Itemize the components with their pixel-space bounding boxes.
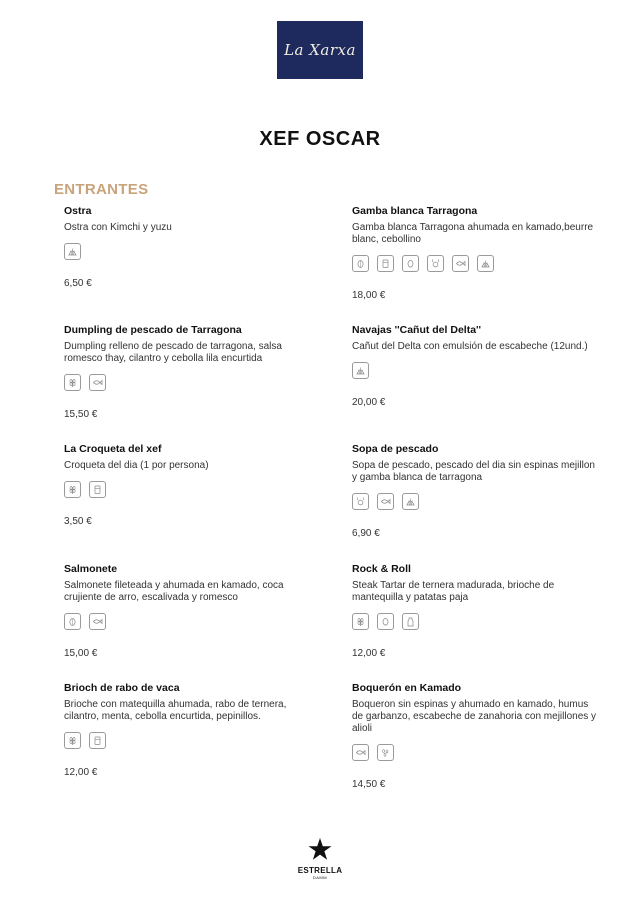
fish-icon — [89, 613, 106, 630]
fish-icon — [352, 744, 369, 761]
crustacean-icon — [427, 255, 444, 272]
milk-icon — [89, 481, 106, 498]
allergen-icons — [352, 493, 600, 510]
dish-price: 12,00 € — [352, 648, 386, 659]
menu-item — [64, 205, 312, 289]
gluten-icon — [64, 374, 81, 391]
gluten-icon — [64, 732, 81, 749]
dish-price: 20,00 € — [352, 397, 386, 408]
section-heading: ENTRANTES — [54, 181, 149, 198]
milk-icon — [377, 255, 394, 272]
dish-price: 15,00 € — [64, 648, 98, 659]
menu-item — [64, 324, 312, 420]
dish-price: 12,00 € — [64, 767, 98, 778]
menu-item — [352, 205, 600, 301]
mustard-icon — [402, 613, 419, 630]
dish-description: Boqueron sin espinas y ahumado en kamado, humus de garbanzo, escabeche de zanahoria con mejillones y alioli — [352, 699, 597, 734]
page-title: XEF OSCAR — [259, 128, 381, 150]
fish-icon — [377, 493, 394, 510]
dish-price: 15,50 € — [64, 409, 98, 420]
dish-name: Dumpling de pescado de Tarragona — [64, 324, 242, 336]
dish-name: Boquerón en Kamado — [352, 682, 462, 694]
star-icon — [308, 838, 332, 861]
dish-description: Sopa de pescado, pescado del dia sin espinas mejillon y gamba blanca de tarragona — [352, 460, 595, 483]
allergen-icons — [64, 613, 312, 630]
dish-name: Brioch de rabo de vaca — [64, 682, 180, 694]
mollusc-icon — [64, 243, 81, 260]
egg-icon — [377, 613, 394, 630]
dish-name: Gamba blanca Tarragona — [352, 205, 478, 217]
fish-icon — [89, 374, 106, 391]
allergen-icons — [352, 255, 600, 272]
gluten-icon — [352, 613, 369, 630]
nuts-icon — [64, 613, 81, 630]
egg-icon — [402, 255, 419, 272]
dish-description: Cañut del Delta con emulsión de escabeche (12und.) — [352, 341, 588, 352]
dish-price: 14,50 € — [352, 779, 386, 790]
allergen-icons — [64, 374, 312, 391]
allergen-icons — [64, 732, 312, 749]
dish-price: 6,90 € — [352, 528, 380, 539]
dish-name: Rock & Roll — [352, 563, 411, 575]
sesame-icon — [377, 744, 394, 761]
mollusc-icon — [477, 255, 494, 272]
sponsor-brand: ESTRELLA — [297, 866, 343, 875]
restaurant-logo — [277, 21, 363, 79]
dish-name: Sopa de pescado — [352, 443, 439, 455]
dish-name: Navajas ''Cañut del Delta'' — [352, 324, 482, 336]
dish-description: Gamba blanca Tarragona ahumada en kamado,beurre blanc, cebollino — [352, 222, 594, 245]
menu-item — [352, 443, 600, 539]
dish-price: 6,50 € — [64, 278, 92, 289]
allergen-icons — [352, 613, 600, 630]
sponsor-sub: DAMM — [312, 875, 328, 880]
gluten-icon — [64, 481, 81, 498]
menu-item — [64, 682, 312, 778]
allergen-icons — [64, 243, 312, 260]
fish-icon — [452, 255, 469, 272]
dish-price: 3,50 € — [64, 516, 92, 527]
menu-item — [352, 324, 600, 408]
mollusc-icon — [352, 362, 369, 379]
milk-icon — [89, 732, 106, 749]
mollusc-icon — [402, 493, 419, 510]
dish-description: Brioche con matequilla ahumada, rabo de ternera, cilantro, menta, cebolla encurtida, pepinillos. — [64, 699, 287, 722]
dish-price: 18,00 € — [352, 290, 386, 301]
dish-description: Steak Tartar de ternera madurada, brioche de mantequilla y patatas paja — [352, 580, 555, 603]
dish-description: Croqueta del dia (1 por persona) — [64, 460, 209, 471]
dish-name: La Croqueta del xef — [64, 443, 162, 455]
allergen-icons — [352, 362, 600, 379]
menu-item — [64, 563, 312, 659]
dish-description: Salmonete fileteada y ahumada en kamado, coca crujiente de arro, escalivada y romesco — [64, 580, 284, 603]
crustacean-icon — [352, 493, 369, 510]
dish-name: Salmonete — [64, 563, 118, 575]
menu-item — [352, 682, 600, 790]
menu-item — [352, 563, 600, 659]
menu-item — [64, 443, 312, 527]
allergen-icons — [352, 744, 600, 761]
nuts-icon — [352, 255, 369, 272]
dish-description: Ostra con Kimchi y yuzu — [64, 222, 172, 233]
logo-text: La Xarxa — [284, 41, 356, 59]
dish-name: Ostra — [64, 205, 92, 217]
allergen-icons — [64, 481, 312, 498]
sponsor-logo — [290, 838, 350, 880]
dish-description: Dumpling relleno de pescado de tarragona, salsa romesco thay, cilantro y cebolla lila encurtida — [64, 341, 282, 364]
